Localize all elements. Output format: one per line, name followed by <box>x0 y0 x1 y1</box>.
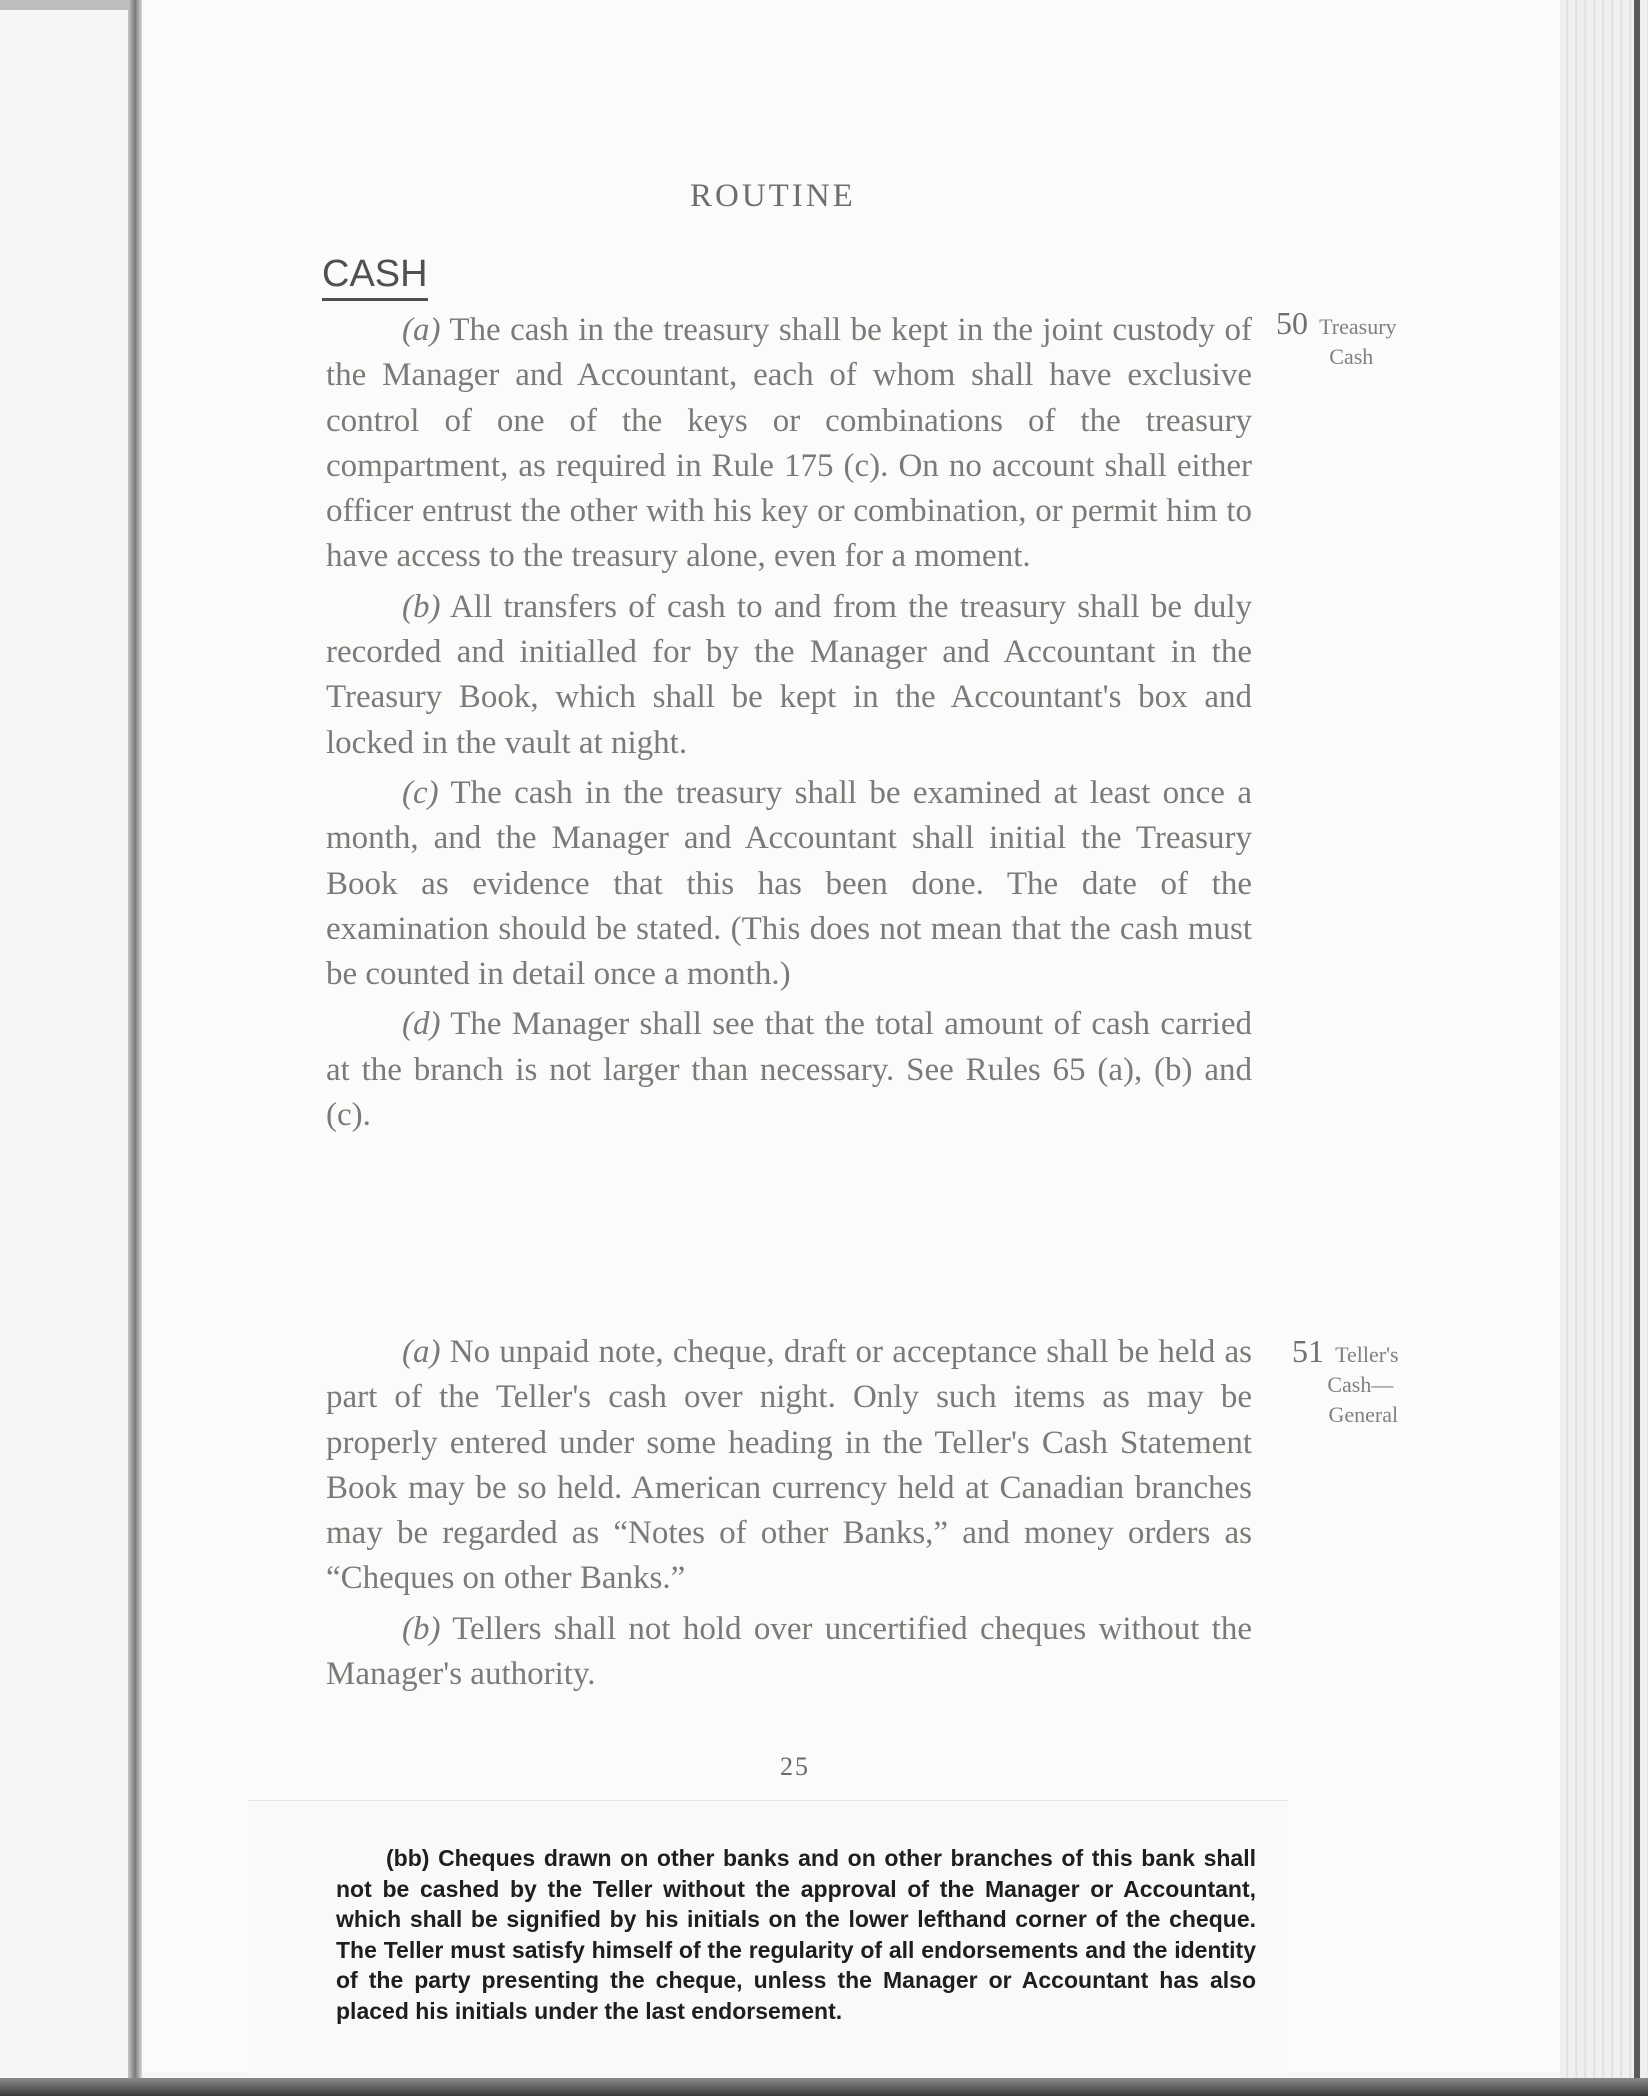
paragraph-50a <box>326 308 1252 580</box>
margin-note-rule-50 <box>1276 305 1397 372</box>
paragraph-text: The cash in the treasury shall be kept in the joint custody of the Manager and Accountant, each of whom shall have exclusive control of one of the keys or combinations of the treasury compartment, as required in Rule 175 (c). On no account shall either officer entrust the other with his key or combination, or permit him to have access to the treasury alone, even for a moment. <box>326 312 1253 575</box>
scan-corner <box>0 0 140 10</box>
amendment-slip-text <box>336 1843 1256 2027</box>
paragraph-text: Tellers shall not hold over uncertified cheques without the Manager's authority. <box>326 1610 1252 1693</box>
paragraph-50b <box>326 585 1252 766</box>
paragraph-50d <box>326 1002 1252 1138</box>
paragraph-label: (a) <box>402 312 441 348</box>
rule-heading-line: Teller's <box>1335 1342 1399 1367</box>
rule-number: 51 <box>1292 1333 1324 1369</box>
running-head: ROUTINE <box>690 178 856 214</box>
paragraph-text: No unpaid note, cheque, draft or acceptance shall be held as part of the Teller's cash over night. Only such items as may be properly entered under some heading in the Teller's Cash Statement Book may be so held. American currency held at Canadian branches may be regarded as “Notes of other Banks,” and money orders as “Cheques on other Banks.” <box>326 1334 1252 1597</box>
paragraph-51b <box>326 1607 1252 1698</box>
paragraph-label: (b) <box>402 588 441 625</box>
paragraph-label: (b) <box>402 1610 441 1647</box>
rule-51-body <box>326 1330 1252 1702</box>
section-title: CASH <box>322 252 428 301</box>
paragraph-51a <box>326 1330 1252 1602</box>
rule-50-body <box>326 308 1252 1143</box>
paragraph-label: (a) <box>402 1334 441 1370</box>
paragraph-label: (c) <box>402 774 439 811</box>
margin-note-rule-51 <box>1292 1333 1399 1430</box>
paragraph-50c <box>326 771 1252 997</box>
rule-heading-line: General <box>1328 1402 1399 1427</box>
rule-heading-line: Cash— <box>1327 1372 1394 1397</box>
slip-label: (bb) <box>386 1845 430 1871</box>
paragraph-text: All transfers of cash to and from the treasury shall be duly recorded and initialled for by the Manager and Accountant in the Treasury Book, which shall be kept in the Accountant's box and locked in the vault at night. <box>326 588 1252 761</box>
slip-body: Cheques drawn on other banks and on other branches of this bank shall not be cashed by the Teller without the approval of the Manager or Accountant, which shall be signified by his initials on the lower lefthand corner of the cheque. The Teller must satisfy himself of the regularity of all endorsements and the identity of the party presenting the cheque, unless the Manager or Accountant has also placed his initials under the last endorsement. <box>336 1845 1256 2024</box>
paragraph-text: The Manager shall see that the total amount of cash carried at the branch is not larger than necessary. See Rules 65 (a), (b) and (c). <box>326 1006 1252 1134</box>
rule-heading-line: Treasury <box>1319 314 1397 339</box>
rule-heading-line: Cash <box>1329 344 1374 369</box>
scan-bottom-edge <box>0 2078 1648 2096</box>
rule-number: 50 <box>1276 305 1308 341</box>
page-number: 25 <box>780 1752 810 1781</box>
paragraph-label: (d) <box>402 1006 441 1043</box>
page-edges <box>1560 0 1648 2096</box>
paragraph-text: The cash in the treasury shall be examined at least once a month, and the Manager and Accountant shall initial the Treasury Book as evidence that this has been done. The date of the examination should be stated. (This does not mean that the cash must be counted in detail once a month.) <box>326 774 1252 993</box>
book-spine <box>128 0 142 2096</box>
